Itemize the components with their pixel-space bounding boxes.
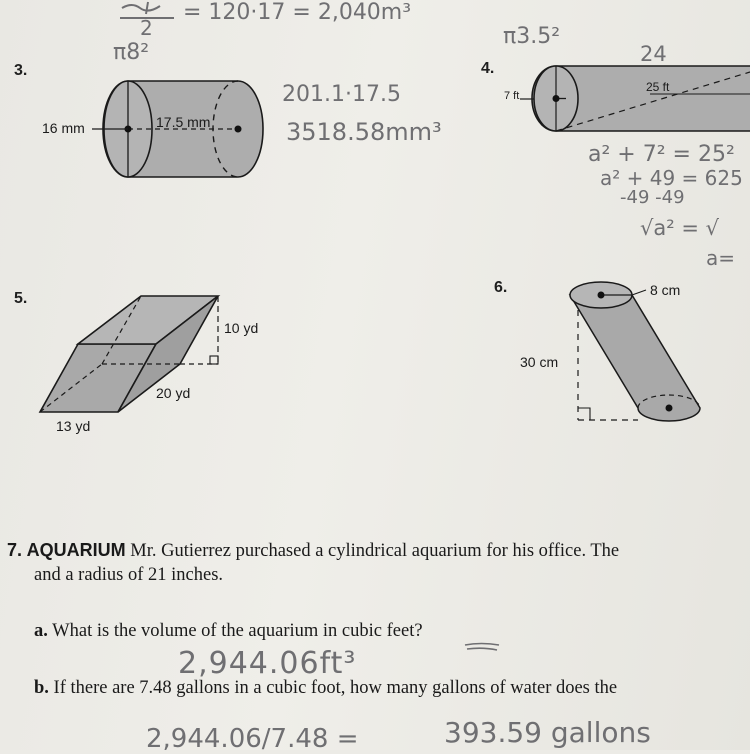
p4-radius-label: 7 ft [504, 90, 520, 102]
problem-7a-text: What is the volume of the aquarium in cubic [52, 621, 382, 641]
problem-7-text2: and a radius of 21 inches. [34, 565, 224, 585]
p5-depth-label: 20 yd [156, 385, 191, 401]
problem-7b-question [34, 678, 617, 699]
p3-diameter-leader [92, 127, 132, 131]
p4-diagonal-label: 25 ft [646, 80, 670, 94]
handwritten-p4-eq5: a= [706, 246, 736, 270]
problem-7-line1 [7, 540, 750, 562]
problem-7-title: AQUARIUM [26, 540, 126, 560]
p6-radius-label: 8 cm [650, 282, 681, 298]
p4-radius-leader [520, 97, 540, 101]
p3-length-label: 17.5 mm [156, 114, 211, 130]
handwritten-p4-eq1: a² + 7² = 25² [588, 142, 735, 167]
p3-diameter-label: 16 mm [42, 120, 85, 136]
handwritten-p4-eq2: a² + 49 = 625 [600, 166, 743, 190]
handwritten-p4-formula: π3.5² [503, 24, 561, 49]
problem-7a-label: a. [34, 621, 48, 641]
handwritten-denominator: 2 [140, 16, 153, 40]
cylinder-4-figure [530, 64, 750, 134]
problem-7-number: 7. [7, 540, 23, 560]
problem-5-number: 5. [14, 290, 28, 307]
handwritten-p7b-answer: 393.59 gallons [444, 716, 651, 749]
p6-height-label: 30 cm [520, 354, 559, 370]
handwritten-p4-top: 24 [640, 42, 667, 66]
problem-3-number: 3. [14, 62, 28, 79]
problem-4-number: 4. [481, 60, 495, 77]
problem-7a-text-end: feet? [386, 621, 423, 641]
handwritten-p7a-answer: 2,944.06ft³ [178, 646, 357, 681]
handwritten-p4-eq3: -49 -49 [620, 187, 685, 208]
problem-7-text1: Mr. Gutierrez purchased a cylindrical aquarium for his office. The [130, 541, 620, 561]
handwritten-p3-formula: π8² [113, 40, 150, 65]
problem-7b-label: b. [34, 678, 49, 698]
handwritten-top-equation: = 120·17 = 2,040m³ [183, 0, 412, 25]
problem-7a-question [34, 621, 423, 642]
problem-7b-text: If there are 7.48 gallons in a cubic foot, how many gallons of water does the [53, 678, 618, 698]
p5-height-label: 10 yd [224, 320, 259, 336]
oblique-cylinder-6-figure [560, 280, 710, 430]
prism-5-figure [38, 293, 238, 418]
p5-width-label: 13 yd [56, 418, 91, 434]
handwritten-p3-step: 201.1·17.5 [282, 82, 401, 107]
handwritten-p3-result: 3518.58mm³ [286, 118, 442, 146]
problem-6-number: 6. [494, 279, 508, 296]
handwritten-p4-eq4: √a² = √ [640, 216, 719, 240]
handwritten-underline-feet [463, 642, 503, 652]
handwritten-p7b-work: 2,944.06/7.48 = [146, 724, 359, 754]
